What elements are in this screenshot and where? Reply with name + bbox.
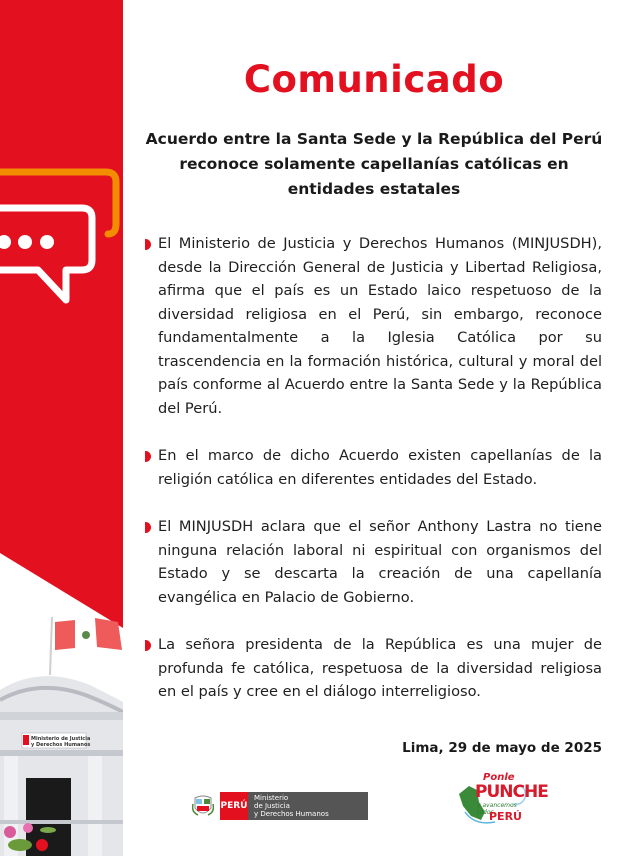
- ministry-name-line: de Justicia: [254, 802, 290, 810]
- paragraph-4: [158, 633, 602, 704]
- paragraph-1: [158, 232, 602, 420]
- paragraph-text: La señora presidenta de la República es una mujer de profunda fe católica, respetuosa de la diversidad religiosa en el país y cree en el diálogo interreligioso.: [158, 636, 602, 700]
- paragraph-text: En el marco de dicho Acuerdo existen capellanías de la religión católica en diferentes entidades del Estado.: [158, 447, 602, 488]
- coat-of-arms-icon: [192, 794, 214, 818]
- bullet-icon: [145, 640, 151, 651]
- campaign-line: y avancemos todos: [477, 802, 517, 816]
- campaign-line: PUNCHE: [475, 782, 548, 802]
- ministry-name-line: y Derechos Humanos: [254, 810, 329, 818]
- paragraph-2: [158, 444, 602, 491]
- campaign-line: Ponle: [483, 772, 515, 783]
- paragraph-text: El MINJUSDH aclara que el señor Anthony Lastra no tiene ninguna relación laboral ni espiritual con organismos del Estado y se descarta la creación de una capellanía evangélica en Palacio de Gobierno.: [158, 518, 602, 606]
- subtitle-line: entidades estatales: [287, 180, 461, 198]
- campaign-line: PERÚ: [489, 810, 522, 823]
- ponle-punche-logo: [455, 772, 548, 832]
- peru-label: PERÚ: [220, 792, 248, 820]
- bullet-icon: [145, 451, 151, 462]
- subtitle-line: Acuerdo entre la Santa Sede y la República del Perú: [145, 130, 603, 148]
- bullet-icon: [145, 522, 151, 533]
- decorative-side-panel: [0, 0, 123, 856]
- bullet-icon: [145, 239, 151, 250]
- paragraph-3: [158, 515, 602, 609]
- subtitle: [140, 127, 608, 202]
- svg-text:Ministerio de Justicia: Ministerio de Justicia: [31, 736, 91, 742]
- ministry-name: [248, 792, 368, 820]
- ministry-name-line: Ministerio: [254, 794, 289, 802]
- svg-text:y Derechos Humanos: y Derechos Humanos: [31, 742, 91, 748]
- ministry-building-image: [0, 676, 123, 856]
- peru-flag-icon: [50, 617, 122, 675]
- minjusdh-logo: [192, 792, 368, 820]
- side-panel-graphic: [0, 0, 123, 856]
- paragraph-text: El Ministerio de Justicia y Derechos Humanos (MINJUSDH), desde la Dirección General de Justicia y Libertad Religiosa, afirma que el país es un Estado laico respetuoso de la diversidad religiosa en el Perú, sin embargo, reconoce fundamentalmente a la Iglesia Católica por su trascendencia en la formación histórica, cultural y moral del país conforme al Acuerdo entre la Santa Sede y la República del Perú.: [158, 235, 602, 417]
- date-line: Lima, 29 de mayo de 2025: [402, 740, 602, 756]
- subtitle-line: reconoce solamente capellanías católicas en: [179, 155, 569, 173]
- page-title: Comunicado: [243, 58, 505, 101]
